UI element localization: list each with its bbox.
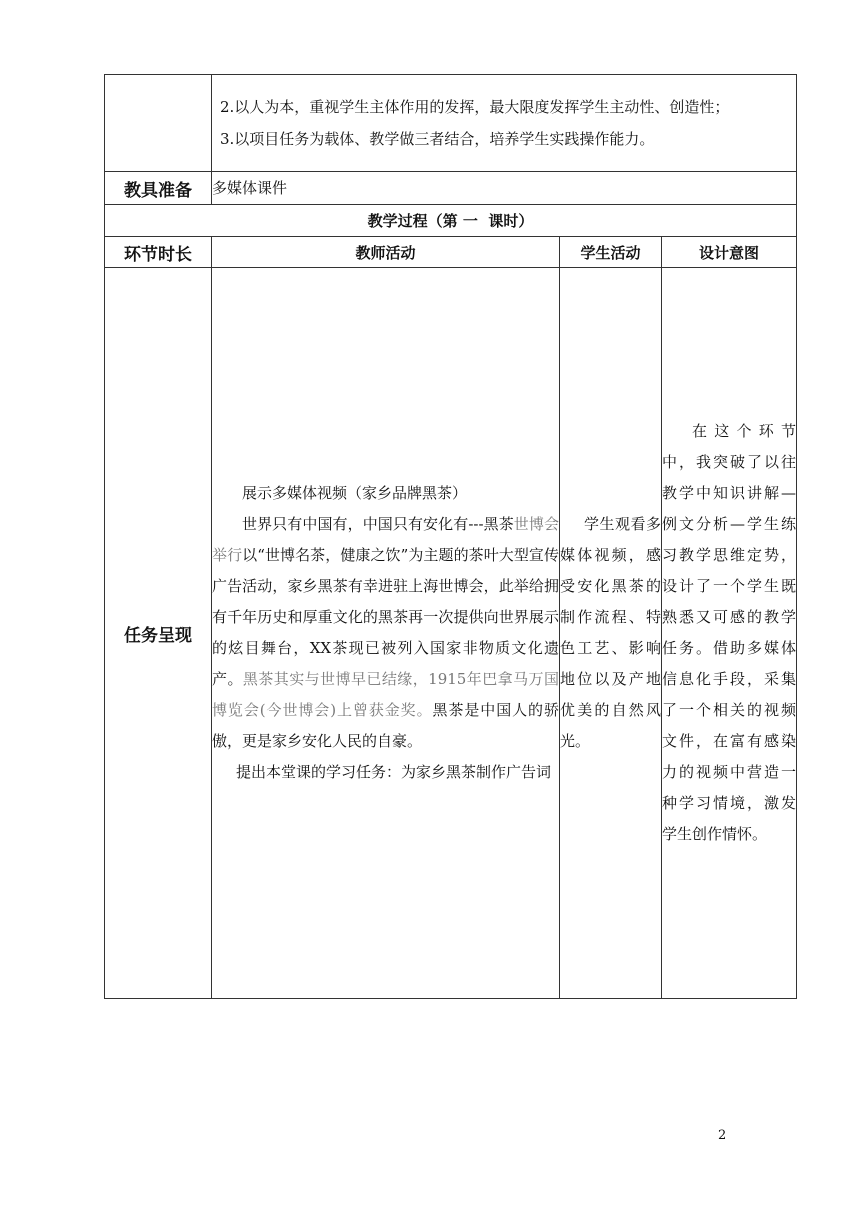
teacher-p2-b: 以“世博名茶，健康之饮”为主题的茶叶大型宣传广告活动，家乡黑茶有幸进驻上海世博会，此举给拥有千年历史和厚重文化的黑茶再一次提供向世界展示的炫目舞台，XX茶现已被列入国家非物质文化遗产。 <box>212 546 559 688</box>
teacher-activity <box>212 268 560 999</box>
objective-3: 3.以项目任务为载体、教学做三者结合，培养学生实践操作能力。 <box>220 130 655 148</box>
objectives-row <box>105 75 797 172</box>
task-stage: 任务呈现 <box>105 268 212 999</box>
equipment-row <box>105 172 797 205</box>
equipment-value: 多媒体课件 <box>212 172 797 205</box>
process-title: 教学过程（第 一 课时） <box>105 205 797 237</box>
teacher-p2-gray1: 世博会举行 <box>212 515 559 564</box>
header-intent: 设计意图 <box>662 237 797 268</box>
header-row <box>105 237 797 268</box>
header-stage: 环节时长 <box>105 237 212 268</box>
objective-2: 2.以人为本，重视学生主体作用的发挥，最大限度发挥学生主动性、创造性； <box>220 98 730 116</box>
lesson-plan-table <box>104 74 797 999</box>
teacher-p2-c: 黑茶是中国人的骄傲，更是家乡安化人民的自豪。 <box>212 701 559 750</box>
teacher-p2-gray2: 黑茶其实与世博早已结缘，1915年巴拿马万国博览会(今世博会)上曾获金奖。 <box>212 670 559 719</box>
task-row <box>105 268 797 999</box>
intent-text: 在这个环节中，我突破了以往教学中知识讲解—例文分析—学生练习教学思维定势，设计了一个学生既熟悉又可感的教学任务。借助多媒体信息化手段，采集了一个相关的视频文件，在富有感染力的视频中营造一种学习情境，激发学生创作情怀。 <box>662 422 797 843</box>
teacher-p3: 提出本堂课的学习任务：为家乡黑茶制作广告词 <box>236 763 552 781</box>
header-teacher: 教师活动 <box>212 237 560 268</box>
student-activity <box>560 268 662 999</box>
page-number: 2 <box>718 1128 727 1143</box>
student-text: 学生观看多媒体视频，感受安化黑茶的制作流程、特色工艺、影响地位以及产地优美的自然风光。 <box>560 515 661 750</box>
equipment-label: 教具准备 <box>105 172 212 205</box>
teacher-p2 <box>212 509 559 757</box>
design-intent <box>662 268 797 999</box>
header-student: 学生活动 <box>560 237 662 268</box>
teacher-p2-a: 世界只有中国有，中国只有安化有---黑茶 <box>242 515 514 533</box>
process-title-row <box>105 205 797 237</box>
teacher-p1: 展示多媒体视频（家乡品牌黑茶） <box>242 484 468 502</box>
objectives-label-cell <box>105 75 212 172</box>
objectives-cell <box>212 75 797 172</box>
